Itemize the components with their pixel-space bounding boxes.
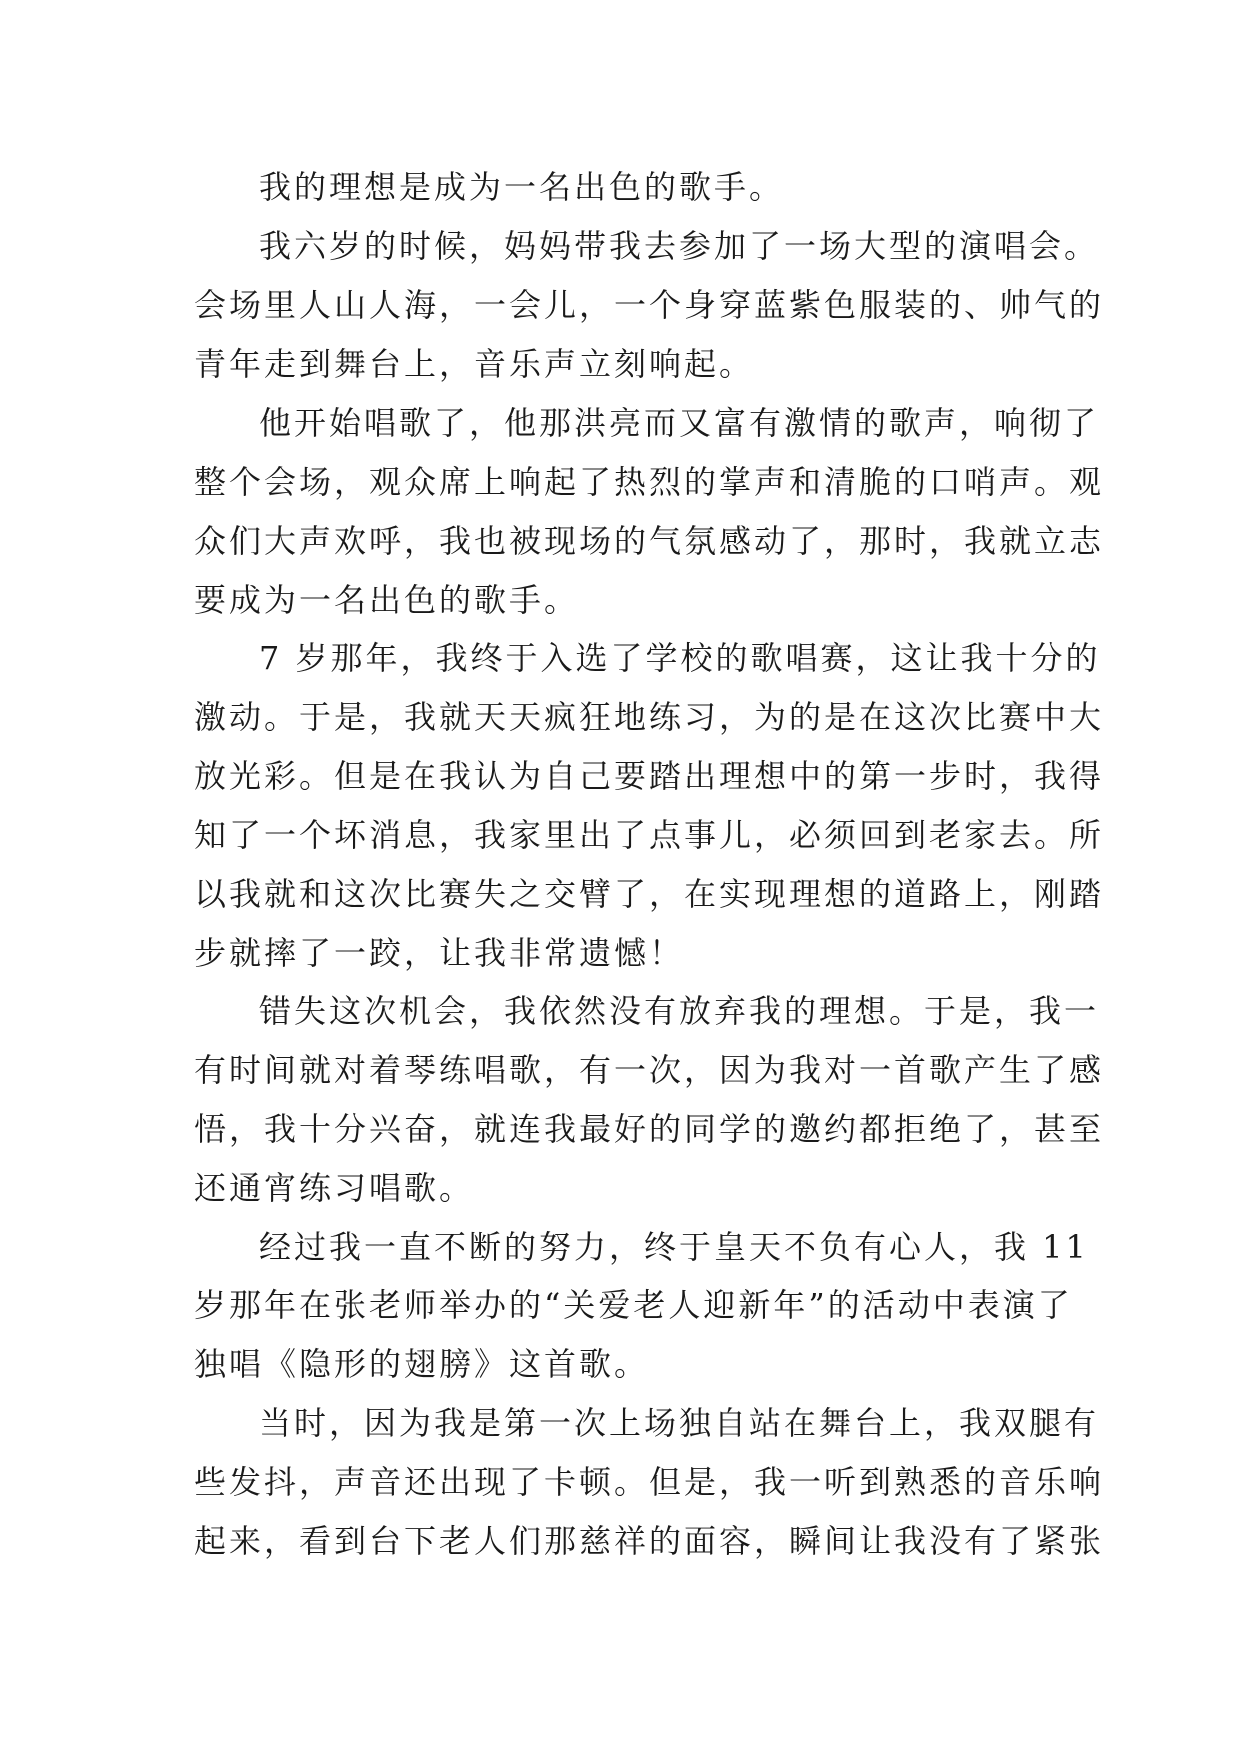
text-line: 岁那年在张老师举办的“关爱老人迎新年”的活动中表演了: [194, 1286, 1073, 1324]
text-line: 我的理想是成为一名出色的歌手。: [259, 168, 785, 206]
text-line: 错失这次机会，我依然没有放弃我的理想。于是，我一: [259, 992, 1100, 1030]
text-line: 起来，看到台下老人们那慈祥的面容，瞬间让我没有了紧张: [194, 1522, 1105, 1560]
text-line: 放光彩。但是在我认为自己要踏出理想中的第一步时，我得: [194, 757, 1105, 795]
text-line: 当时，因为我是第一次上场独自站在舞台上，我双腿有: [259, 1404, 1100, 1442]
text-line: 我六岁的时候，妈妈带我去参加了一场大型的演唱会。: [259, 227, 1100, 265]
text-line: 经过我一直不断的努力，终于皇天不负有心人，我 11: [259, 1228, 1089, 1266]
text-line: 他开始唱歌了，他那洪亮而又富有激情的歌声，响彻了: [259, 404, 1100, 442]
text-line: 有时间就对着琴练唱歌，有一次，因为我对一首歌产生了感: [194, 1051, 1105, 1089]
text-line: 众们大声欢呼，我也被现场的气氛感动了，那时，我就立志: [194, 522, 1105, 560]
text-line: 7 岁那年，我终于入选了学校的歌唱赛，这让我十分的: [259, 639, 1101, 677]
text-line: 以我就和这次比赛失之交臂了，在实现理想的道路上，刚踏: [194, 875, 1105, 913]
text-line: 整个会场，观众席上响起了热烈的掌声和清脆的口哨声。观: [194, 463, 1105, 501]
text-line: 激动。于是，我就天天疯狂地练习，为的是在这次比赛中大: [194, 698, 1105, 736]
text-line: 还通宵练习唱歌。: [194, 1169, 475, 1207]
text-line: 步就摔了一跤，让我非常遗憾！: [194, 934, 685, 972]
text-line: 独唱《隐形的翅膀》这首歌。: [194, 1345, 650, 1383]
text-line: 悟，我十分兴奋，就连我最好的同学的邀约都拒绝了，甚至: [194, 1110, 1105, 1148]
text-line: 些发抖，声音还出现了卡顿。但是，我一听到熟悉的音乐响: [194, 1463, 1105, 1501]
text-line: 要成为一名出色的歌手。: [194, 581, 580, 619]
text-line: 会场里人山人海，一会儿，一个身穿蓝紫色服装的、帅气的: [194, 286, 1105, 324]
text-line: 知了一个坏消息，我家里出了点事儿，必须回到老家去。所: [194, 816, 1105, 854]
text-line: 青年走到舞台上，音乐声立刻响起。: [194, 345, 755, 383]
